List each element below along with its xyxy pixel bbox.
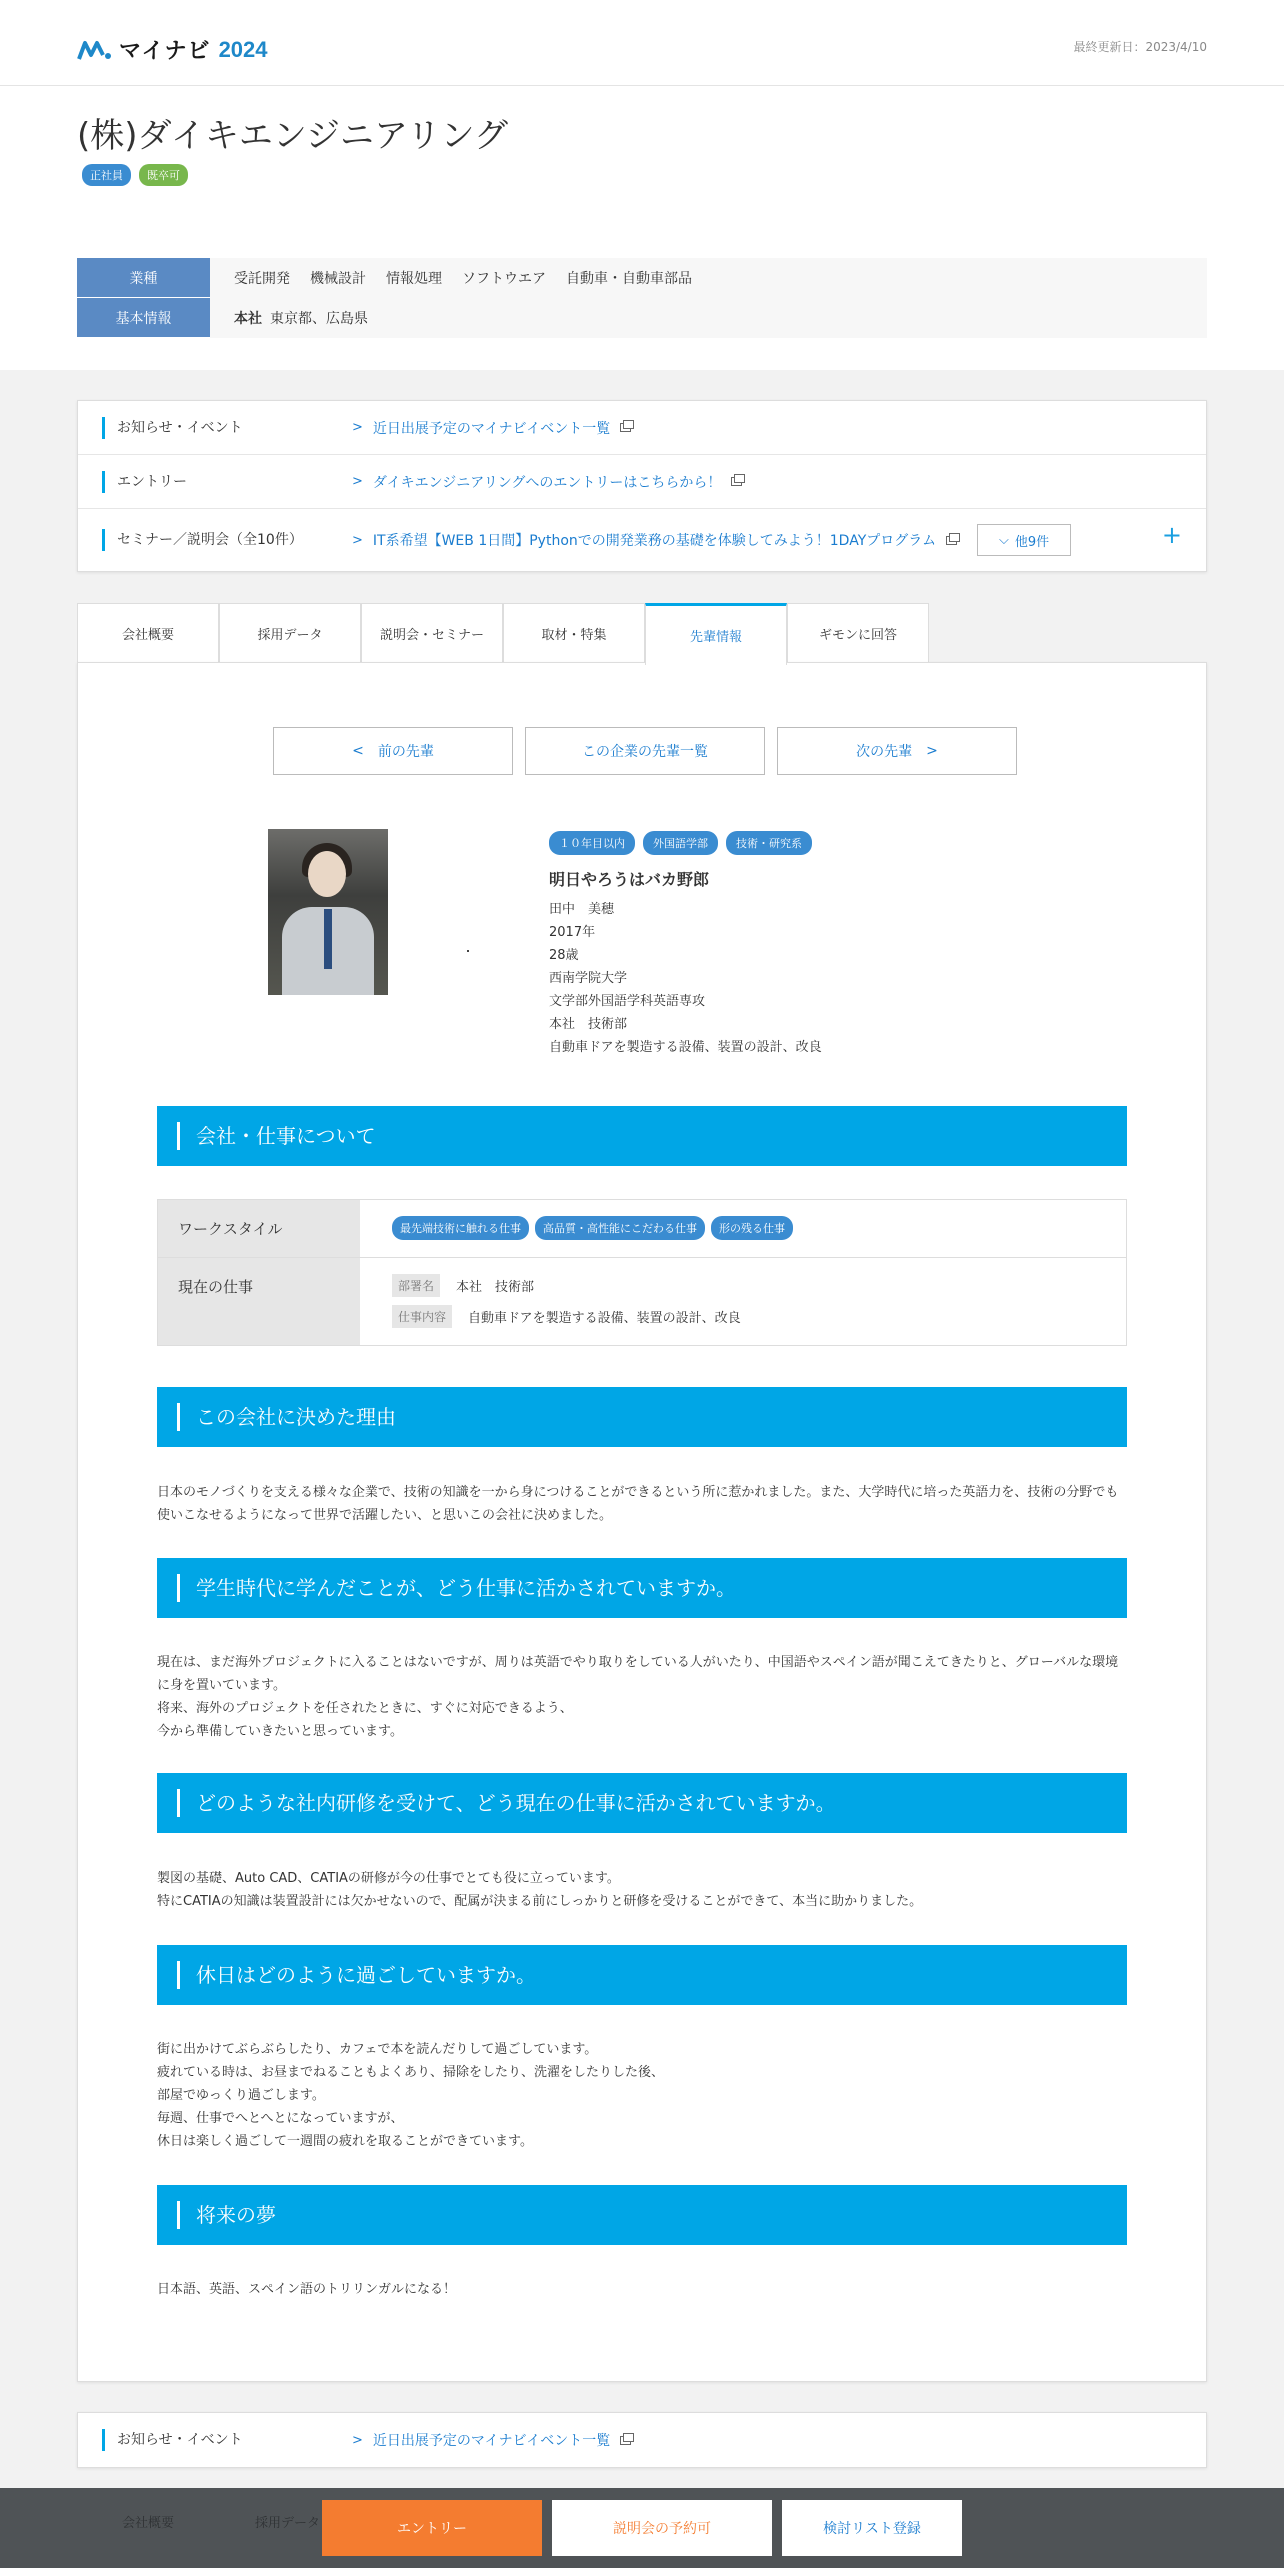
chevron-right-icon: > — [352, 474, 363, 489]
hq-label: 本社 — [234, 311, 262, 327]
notice-box — [77, 400, 1207, 572]
dept-value: 本社 技術部 — [456, 1280, 535, 1295]
logo-year: 2024 — [218, 36, 268, 62]
last-updated: 最終更新日：2023/4/10 — [1073, 40, 1207, 54]
workstyle-tag: 最先端技術に触れる仕事 — [392, 1216, 529, 1240]
notice-box-bottom — [77, 2412, 1207, 2468]
decor-dot — [467, 950, 469, 952]
section-title: 休日はどのように過ごしていますか。 — [177, 1961, 536, 1989]
company-info-table — [77, 258, 1207, 338]
holiday-line: 疲れている時は、お昼までねることもよくあり、掃除をしたり、洗濯をしたりした後、 — [157, 2065, 665, 2080]
main-content — [77, 662, 1207, 2382]
holiday-text — [157, 2038, 1127, 2153]
chevron-down-icon: ⌵ — [999, 532, 1009, 548]
workstyle-tag: 形の残る仕事 — [711, 1216, 793, 1240]
section-title: どのような社内研修を受けて、どう現在の仕事に活かされていますか。 — [177, 1789, 836, 1817]
external-link-icon — [620, 423, 631, 432]
company-tabs — [77, 603, 929, 665]
photo-lanyard — [324, 909, 332, 969]
photo-face — [308, 851, 346, 897]
event-row — [78, 401, 1206, 455]
event-label: お知らせ・イベント — [102, 417, 352, 439]
tag-graduate-ok: 既卒可 — [139, 164, 188, 186]
prev-senior-label: 前の先輩 — [377, 744, 434, 760]
workstyle-tags — [392, 1216, 1094, 1240]
tab-features[interactable]: 取材・特集 — [503, 603, 645, 663]
basic-info-row — [77, 298, 1207, 338]
entry-row — [78, 455, 1206, 509]
profile-job: 自動車ドアを製造する設備、装置の設計、改良 — [549, 1040, 822, 1055]
external-link-icon — [731, 477, 742, 486]
current-job-value — [360, 1258, 1126, 1345]
workstyle-table — [157, 1199, 1127, 1346]
ghost-tab: 会社概要 — [122, 2516, 175, 2531]
profile-tags — [549, 831, 822, 855]
external-link-icon — [946, 536, 957, 545]
seminar-link-text[interactable]: IT系希望【WEB 1日間】Pythonでの開発業務の基礎を体験してみよう！1DAYプログラム — [372, 533, 937, 549]
section-title: 学生時代に学んだことが、どう仕事に活かされていますか。 — [177, 1574, 736, 1602]
workstyle-row — [158, 1200, 1126, 1258]
entry-label: エントリー — [102, 471, 352, 493]
mynavi-logo-icon — [77, 39, 113, 61]
holiday-line: 休日は楽しく過ごして一週間の疲れを取ることができています。 — [157, 2134, 533, 2149]
seminar-row — [78, 509, 1206, 571]
current-job-label: 現在の仕事 — [158, 1258, 360, 1345]
next-senior-button[interactable] — [777, 727, 1017, 775]
section-heading — [157, 1106, 1127, 1166]
event-row-bottom — [78, 2413, 1206, 2467]
tab-seniors[interactable]: 先輩情報 — [645, 603, 787, 665]
dept-key: 部署名 — [392, 1274, 440, 1297]
industry-values — [210, 258, 692, 298]
tab-overview[interactable]: 会社概要 — [77, 603, 219, 663]
content-value: 自動車ドアを製造する設備、装置の設計、改良 — [468, 1311, 741, 1326]
profile-age: 28歳 — [549, 948, 579, 963]
dept-kv — [392, 1274, 1094, 1297]
workstyle-label: ワークスタイル — [158, 1200, 360, 1257]
section-heading — [157, 2185, 1127, 2245]
profile-faculty: 文学部外国語学科英語専攻 — [549, 994, 706, 1009]
more-seminars-button[interactable] — [977, 524, 1071, 556]
event-link[interactable] — [352, 418, 631, 438]
dream-text: 日本語、英語、スペイン語のトリリンガルになる！ — [157, 2282, 457, 2297]
senior-profile — [549, 831, 822, 1059]
site-header — [0, 0, 1284, 86]
section-heading — [157, 1945, 1127, 2005]
seminar-link[interactable] — [352, 530, 957, 550]
chevron-right-icon: > — [352, 420, 363, 435]
profile-university: 西南学院大学 — [549, 971, 628, 986]
holiday-line: 部屋でゆっくり過ごします。 — [157, 2088, 325, 2103]
student-line: 将来、海外のプロジェクトを任されたときに、すぐに対応できるよう、 — [157, 1701, 573, 1716]
senior-list-button[interactable] — [525, 727, 765, 775]
tab-recruit-data[interactable]: 採用データ — [219, 603, 361, 663]
entry-link[interactable] — [352, 472, 742, 492]
entry-button[interactable]: エントリー — [322, 2500, 542, 2556]
industry-label: 業種 — [77, 258, 210, 298]
chevron-right-icon: > — [926, 743, 938, 759]
profile-year: 2017年 — [549, 925, 596, 940]
training-line: 特にCATIAの知識は装置設計には欠かせないので、配属が決まる前にしっかりと研修を受けることができて、本当に助かりました。 — [157, 1894, 923, 1909]
industry-item: 情報処理 — [386, 271, 442, 287]
industry-item: ソフトウエア — [462, 271, 546, 287]
profile-title: 明日やろうはバカ野郎 — [549, 870, 710, 889]
logo-text: マイナビ — [119, 38, 211, 63]
holiday-line: 街に出かけてぶらぶらしたり、カフェで本を読んだりして過ごしています。 — [157, 2042, 598, 2057]
chevron-right-icon: > — [352, 2432, 363, 2448]
section-title: 将来の夢 — [177, 2201, 276, 2229]
expand-plus-icon[interactable]: + — [1161, 521, 1182, 549]
seminar-reserve-button[interactable]: 説明会の予約可 — [552, 2500, 772, 2556]
basic-info-values — [210, 298, 368, 338]
student-text — [157, 1651, 1127, 1743]
prev-senior-button[interactable] — [273, 727, 513, 775]
event-label: お知らせ・イベント — [102, 2429, 352, 2451]
section-heading — [157, 1773, 1127, 1833]
company-name: (株)ダイキエンジニアリング — [77, 116, 508, 156]
profile-tag: 技術・研究系 — [726, 831, 812, 855]
student-line: 今から準備していきたいと思っています。 — [157, 1724, 403, 1739]
tab-seminar[interactable]: 説明会・セミナー — [361, 603, 503, 663]
reason-text: 日本のモノづくりを支える様々な企業で、技術の知識を一から身につけることができるという所に惹かれました。また、大学時代に培った英語力を、技術の分野でも使いこなせるようになって世界で活躍したい、と思いこの会社に決めました。 — [157, 1485, 1119, 1523]
next-senior-label: 次の先輩 — [856, 744, 913, 760]
seminar-label: セミナー／説明会（全10件） — [102, 529, 352, 551]
content-kv — [392, 1305, 1094, 1328]
industry-item: 受託開発 — [234, 271, 290, 287]
event-link-text[interactable]: 近日出展予定のマイナビイベント一覧 — [372, 420, 611, 437]
hq-value: 東京都、広島県 — [270, 311, 368, 327]
mynavi-logo[interactable] — [77, 34, 268, 65]
ghost-tab: 採用データ — [255, 2516, 321, 2531]
event-link[interactable] — [352, 2430, 631, 2450]
add-to-list-button[interactable]: 検討リスト登録 — [782, 2500, 962, 2556]
senior-nav — [273, 727, 1017, 775]
workstyle-tag: 高品質・高性能にこだわる仕事 — [535, 1216, 705, 1240]
chevron-right-icon: > — [352, 532, 363, 548]
content-key: 仕事内容 — [392, 1305, 452, 1328]
industry-item: 機械設計 — [310, 271, 366, 287]
section-heading — [157, 1558, 1127, 1618]
tab-qa[interactable]: ギモンに回答 — [787, 603, 929, 663]
entry-link-text[interactable]: ダイキエンジニアリングへのエントリーはこちらから！ — [372, 474, 722, 491]
senior-photo — [268, 829, 388, 995]
training-line: 製図の基礎、Auto CAD、CATIAの研修が今の仕事でとても役に立っています。 — [157, 1871, 620, 1886]
current-job-row — [158, 1258, 1126, 1345]
holiday-line: 毎週、仕事でへとへとになっていますが、 — [157, 2111, 404, 2126]
workstyle-value — [360, 1200, 1126, 1257]
event-link-text[interactable]: 近日出展予定のマイナビイベント一覧 — [372, 2433, 611, 2449]
tag-fulltime: 正社員 — [82, 164, 131, 186]
section-title: この会社に決めた理由 — [177, 1403, 396, 1431]
section-title: 会社・仕事について — [177, 1122, 376, 1150]
company-band — [0, 86, 1284, 370]
industry-row — [77, 258, 1207, 298]
more-seminars-label: 他9件 — [1014, 534, 1050, 550]
sticky-action-bar — [0, 2488, 1284, 2568]
industry-item: 自動車・自動車部品 — [566, 271, 692, 287]
profile-tag: 外国語学部 — [643, 831, 718, 855]
student-line: 現在は、まだ海外プロジェクトに入ることはないですが、周りは英語でやり取りをしている人がいたり、中国語やスペイン語が聞こえてきたりと、グローバルな環境に身を置いています。 — [157, 1655, 1119, 1693]
profile-name: 田中 美穂 — [549, 902, 615, 917]
profile-tag: １０年目以内 — [549, 831, 635, 855]
basic-info-label: 基本情報 — [77, 298, 210, 338]
chevron-left-icon: < — [352, 743, 364, 759]
external-link-icon — [620, 2436, 631, 2445]
training-text — [157, 1867, 1127, 1913]
senior-list-label: この企業の先輩一覧 — [582, 744, 708, 760]
company-tags — [82, 164, 188, 186]
profile-department: 本社 技術部 — [549, 1017, 628, 1032]
section-heading — [157, 1387, 1127, 1447]
